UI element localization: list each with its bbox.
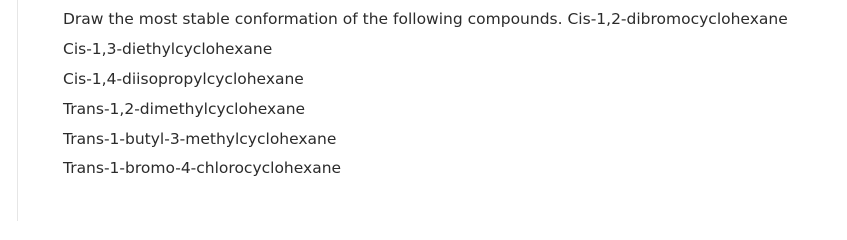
compound-item-6: Trans-1-bromo-4-chlorocyclohexane bbox=[63, 159, 342, 177]
compound-item-3: Cis-1,4-diisopropylcyclohexane bbox=[63, 70, 304, 88]
question-prompt: Draw the most stable conformation of the following compounds. bbox=[63, 10, 563, 28]
left-border-divider bbox=[17, 0, 18, 221]
question-first-line bbox=[63, 9, 788, 29]
compound-item-2: Cis-1,3-diethylcyclohexane bbox=[63, 40, 273, 58]
compound-item-1: Cis-1,2-dibromocyclohexane bbox=[567, 10, 788, 28]
compound-item-5: Trans-1-butyl-3-methylcyclohexane bbox=[63, 130, 337, 148]
compound-item-4: Trans-1,2-dimethylcyclohexane bbox=[63, 100, 306, 118]
